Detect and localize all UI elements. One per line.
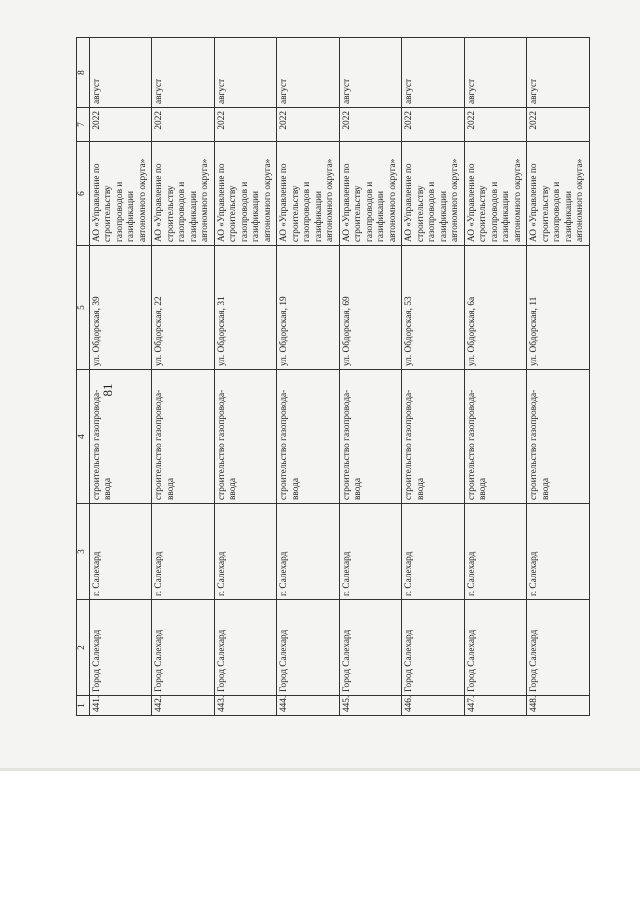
executor-cell: АО «Управление по строительству газопроводов и газификации автономного округа» <box>339 142 402 246</box>
work-type-cell: строительство газопровода-ввода <box>402 370 465 504</box>
municipality-cell: Город Салехард <box>339 600 402 696</box>
municipality-cell: Город Салехард <box>152 600 215 696</box>
row-number: 448. <box>527 696 590 716</box>
executor-cell: АО «Управление по строительству газопроводов и газификации автономного округа» <box>152 142 215 246</box>
row-number: 444. <box>277 696 340 716</box>
locality-cell: г. Салехард <box>89 504 152 600</box>
municipality-cell: Город Салехард <box>464 600 527 696</box>
month-cell: август <box>339 38 402 108</box>
address-cell: ул. Обдорская, 6а <box>464 246 527 370</box>
executor-cell: АО «Управление по строительству газопроводов и газификации автономного округа» <box>527 142 590 246</box>
municipality-cell: Город Салехард <box>277 600 340 696</box>
row-number: 446. <box>402 696 465 716</box>
column-header: 7 <box>77 108 90 142</box>
work-type-cell: строительство газопровода-ввода <box>464 370 527 504</box>
table-row <box>464 38 527 716</box>
column-number-row <box>77 38 90 716</box>
locality-cell: г. Салехард <box>214 504 277 600</box>
month-cell: август <box>402 38 465 108</box>
row-number: 447. <box>464 696 527 716</box>
municipality-cell: Город Салехард <box>214 600 277 696</box>
month-cell: август <box>464 38 527 108</box>
month-cell: август <box>89 38 152 108</box>
table-row <box>214 38 277 716</box>
row-number: 445. <box>339 696 402 716</box>
column-header: 5 <box>77 246 90 370</box>
locality-cell: г. Салехард <box>277 504 340 600</box>
locality-cell: г. Салехард <box>339 504 402 600</box>
table-row <box>402 38 465 716</box>
gasification-schedule-table <box>76 37 590 716</box>
address-cell: ул. Обдорская, 11 <box>527 246 590 370</box>
work-type-cell: строительство газопровода-ввода <box>152 370 215 504</box>
table-row <box>89 38 152 716</box>
month-cell: август <box>527 38 590 108</box>
work-type-cell: строительство газопровода-ввода <box>339 370 402 504</box>
month-cell: август <box>277 38 340 108</box>
scan-edge <box>0 768 640 771</box>
column-header: 6 <box>77 142 90 246</box>
row-number: 441. <box>89 696 152 716</box>
year-cell: 2022 <box>214 108 277 142</box>
executor-cell: АО «Управление по строительству газопроводов и газификации автономного округа» <box>464 142 527 246</box>
row-number: 442. <box>152 696 215 716</box>
year-cell: 2022 <box>89 108 152 142</box>
executor-cell: АО «Управление по строительству газопроводов и газификации автономного округа» <box>402 142 465 246</box>
address-cell: ул. Обдорская, 31 <box>214 246 277 370</box>
month-cell: август <box>152 38 215 108</box>
locality-cell: г. Салехард <box>402 504 465 600</box>
year-cell: 2022 <box>339 108 402 142</box>
table-row <box>527 38 590 716</box>
column-header: 4 <box>77 370 90 504</box>
year-cell: 2022 <box>527 108 590 142</box>
column-header: 8 <box>77 38 90 108</box>
municipality-cell: Город Салехард <box>527 600 590 696</box>
table-row <box>277 38 340 716</box>
work-type-cell: строительство газопровода-ввода <box>527 370 590 504</box>
municipality-cell: Город Салехард <box>402 600 465 696</box>
column-header: 1 <box>77 696 90 716</box>
address-cell: ул. Обдорская, 53 <box>402 246 465 370</box>
year-cell: 2022 <box>402 108 465 142</box>
year-cell: 2022 <box>277 108 340 142</box>
month-cell: август <box>214 38 277 108</box>
executor-cell: АО «Управление по строительству газопроводов и газификации автономного округа» <box>214 142 277 246</box>
row-number: 443. <box>214 696 277 716</box>
table-row <box>339 38 402 716</box>
municipality-cell: Город Салехард <box>89 600 152 696</box>
address-cell: ул. Обдорская, 69 <box>339 246 402 370</box>
column-header: 3 <box>77 504 90 600</box>
address-cell: ул. Обдорская, 19 <box>277 246 340 370</box>
work-type-cell: строительство газопровода-ввода <box>89 370 152 504</box>
address-cell: ул. Обдорская, 22 <box>152 246 215 370</box>
year-cell: 2022 <box>464 108 527 142</box>
column-header: 2 <box>77 600 90 696</box>
rotated-table-wrapper <box>76 38 585 716</box>
work-type-cell: строительство газопровода-ввода <box>277 370 340 504</box>
executor-cell: АО «Управление по строительству газопроводов и газификации автономного округа» <box>89 142 152 246</box>
address-cell: ул. Обдорская, 39 <box>89 246 152 370</box>
work-type-cell: строительство газопровода-ввода <box>214 370 277 504</box>
locality-cell: г. Салехард <box>464 504 527 600</box>
locality-cell: г. Салехард <box>527 504 590 600</box>
locality-cell: г. Салехард <box>152 504 215 600</box>
year-cell: 2022 <box>152 108 215 142</box>
page-number: 81 <box>100 383 115 397</box>
executor-cell: АО «Управление по строительству газопроводов и газификации автономного округа» <box>277 142 340 246</box>
table-row <box>152 38 215 716</box>
